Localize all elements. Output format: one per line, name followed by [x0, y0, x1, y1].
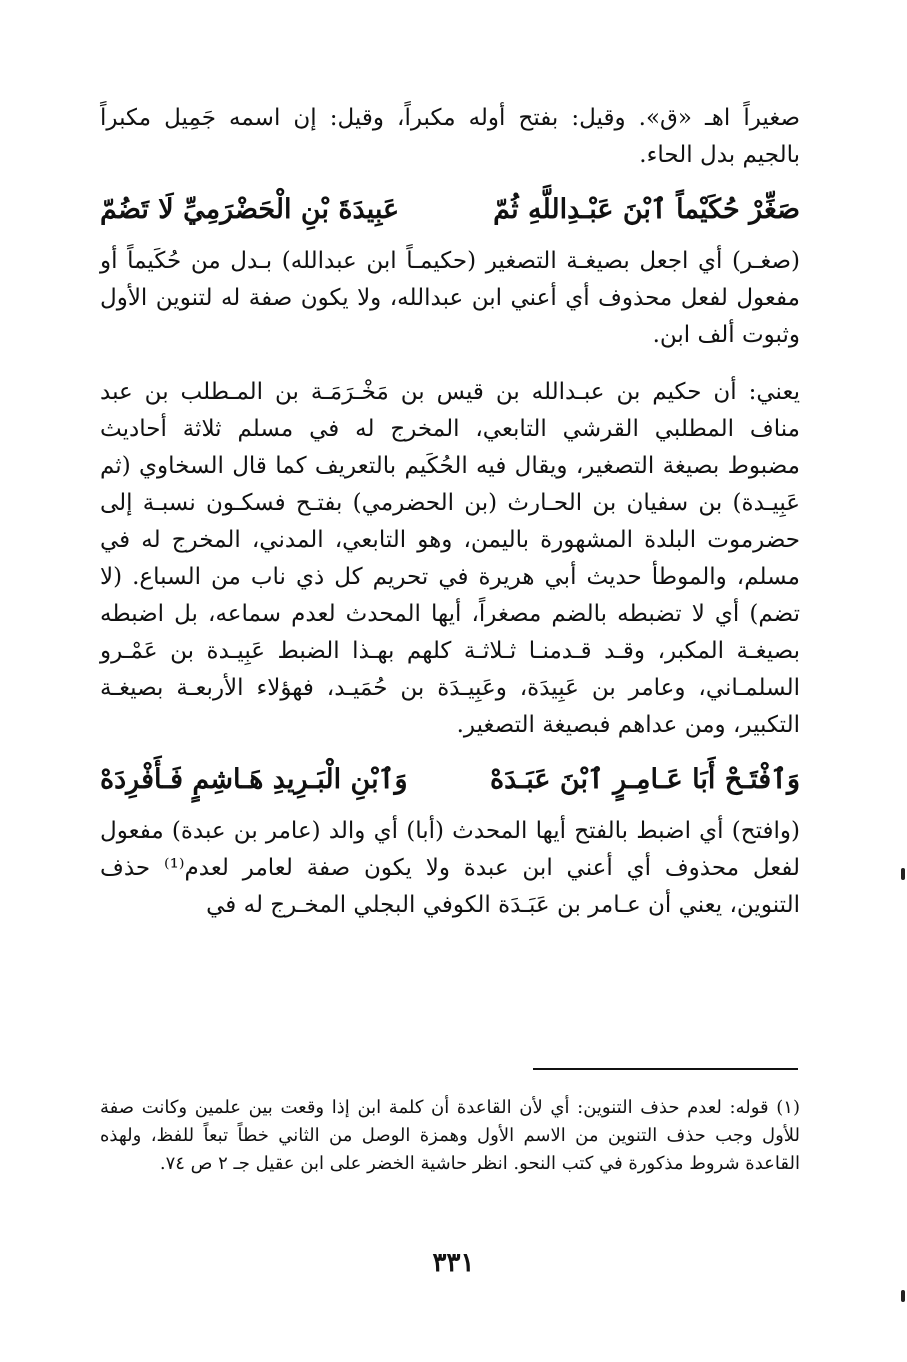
scan-edge-mark [901, 868, 905, 880]
verse-line-2 [100, 764, 800, 795]
verse-1-first-hemistich: صَغِّرْ حُكَيْماً ٱبْنَ عَبْـدِاللَّهِ ثُمّ [493, 194, 800, 225]
footnote-separator [533, 1068, 798, 1070]
scan-edge-mark [901, 1290, 905, 1302]
commentary-paragraph-3: (وافتح) أي اضبط بالفتح أيها المحدث (أبا) أي والد (عامر بن عبدة) مفعول لفعل محذوف أي أعني ابن عبدة ولا يكون صفة لعامر لعدم⁽¹⁾ حذف التنوين، يعني أن عـامر بن عَبَـدَة الكوفي البجلي المخـرج له في [100, 818, 801, 918]
commentary-paragraph-2: يعني: أن حكيم بن عبـدالله بن قيس بن مَخْـرَمَـة بن المـطلب بن عبد مناف المطلبي القرشي التابعي، المخرج له في مسلم ثلاثة أحاديث مضبوط بصيغة التصغير، ويقال فيه الحُكَيم بالتعريف كما قال السخاوي (ثم عَبِيـدة) بن سفيان بن الحـارث (بن الحضرمي) بفتـح فسكـون نسبـة إلى حضرموت البلدة المشهورة باليمن، وهو التابعي، المدني، المخرج له في مسلم، والموطأ حديث أبي هريرة في تحريم كل ذي ناب من السباع. (لا تضم) أي لا تضبطه بالضم مصغراً، أيها المحدث لعدم سماعه، بل اضبطه بصيغـة المكبر، وقـد قـدمنـا ثـلاثـة كلهم بهـذا الضبط عَبِيـدة بن عَمْـرو السلمـاني، وعامر بن عَبِيدَة، وعَبِيـدَة بن حُمَيـد، فهؤلاء الأربعـة بصيغـة التكبير، ومن عداهم فبصيغة التصغير. [100, 379, 800, 738]
intro-paragraph: صغيراً اهـ «ق». وقيل: بفتح أوله مكبراً، وقيل: إن اسمه جَمِيل مكبراً بالجيم بدل الحاء. [100, 105, 800, 168]
page-body [100, 100, 800, 924]
verse-line-1 [100, 194, 800, 225]
verse-1-second-hemistich: عَبِيدَةَ بْنِ الْحَضْرَمِيِّ لَا تَضُمّ [100, 194, 400, 225]
page-number: ٣٣١ [432, 1248, 475, 1278]
verse-2-second-hemistich: وَٱبْنِ الْبَـرِيدِ هَـاشِمٍ فَـأَفْرِدَهْ [100, 764, 408, 795]
footnote: (١) قوله: لعدم حذف التنوين: أي لأن القاعدة أن كلمة ابن إذا وقعت بين علمين وكانت صفة للأول وجب حذف التنوين من الاسم الأول وهمزة الوصل من الثاني خطاً تبعاً للفظ، ولهذه القاعدة شروط مذكورة في كتب النحو. انظر حاشية الخضر على ابن عقيل جـ ٢ ص ٧٤. [100, 1097, 800, 1174]
commentary-paragraph-1: (صغـر) أي اجعل بصيغـة التصغير (حكيمـاً ابن عبدالله) بـدل من حُكَيماً أو مفعول لفعل محذوف أي أعني ابن عبدالله، ولا يكون صفة له لتنوين الأول وثبوت ألف ابن. [100, 248, 800, 348]
verse-2-first-hemistich: وَٱفْتَـحْ أَبَا عَـامِـرٍ ٱبْنَ عَبَـدَهْ [490, 764, 800, 795]
